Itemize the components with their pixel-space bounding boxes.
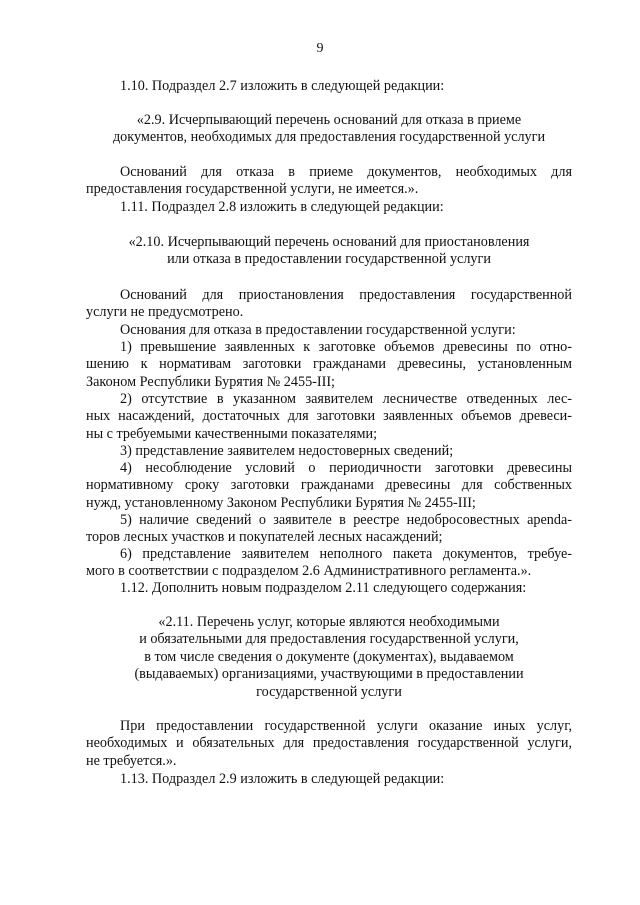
paragraph-1-12 [86, 580, 572, 597]
list-item-5 [86, 512, 572, 547]
text-line: ны с требуемыми качественными показателями; [86, 425, 378, 442]
heading-line: документов, необходимых для предоставления государственной услуги [112, 129, 546, 146]
heading-line: «2.10. Исчерпывающий перечень оснований для приостановления [128, 234, 530, 250]
text-line: нужд, установленному Законом Республики Бурятия № 2455-III; [86, 494, 476, 511]
text-line: не требуется.». [86, 752, 177, 769]
text-line: 1.10. Подраздел 2.7 изложить в следующей редакции: [120, 78, 445, 94]
heading-line: (выдаваемых) организациями, участвующими в предоставлении [134, 666, 524, 683]
text-line: услуги не предусмотрено. [86, 304, 244, 321]
text-line: 1.12. Дополнить новым подразделом 2.11 следующего содержания: [120, 580, 527, 596]
text-line: 1.11. Подраздел 2.8 изложить в следующей редакции: [120, 199, 444, 215]
text-line: Оснований для отказа в приеме документов, необходимых для [120, 164, 572, 180]
heading-line: «2.11. Перечень услуг, которые являются необходимыми [158, 614, 500, 630]
text-line: нормативному сроку заготовки гражданами древесины для собственных [86, 477, 572, 494]
text-line: 1) превышение заявленных к заготовке объемов древесины по отно- [120, 339, 572, 355]
paragraph-1-11 [86, 199, 572, 216]
paragraph-no-grounds-reception [86, 164, 572, 199]
text-line: необходимых и обязательных для предоставления государственной услуги, [86, 735, 572, 752]
text-line: 2) отсутствие в указанном заявителем лесничестве отведенных лес- [120, 391, 572, 407]
text-line: 6) представление заявителем неполного пакета документов, требуе- [120, 546, 572, 562]
heading-2-11 [86, 614, 572, 701]
heading-line: или отказа в предоставлении государственной услуги [167, 251, 491, 268]
text-line: Основания для отказа в предоставлении государственной услуги: [120, 322, 516, 338]
heading-line: и обязательными для предоставления государственной услуги, [139, 631, 519, 648]
text-line: шению к нормативам заготовки гражданами древесины, установленным [86, 356, 572, 373]
heading-line: в том числе сведения о документе (документах), выдаваемом [144, 648, 514, 665]
text-line: мого в соответствии с подразделом 2.6 Административного регламента.». [86, 563, 532, 580]
heading-line: «2.9. Исчерпывающий перечень оснований для отказа в приеме [136, 112, 522, 128]
heading-line: государственной услуги [256, 683, 402, 700]
paragraph-1-10 [86, 78, 572, 95]
text-line: торов лесных участков и покупателей лесных насаждений; [86, 529, 443, 546]
text-line: Оснований для приостановления предоставления государственной [120, 287, 572, 303]
list-item-2 [86, 391, 572, 443]
heading-2-9 [86, 112, 572, 147]
page-number: 9 [316, 41, 324, 56]
text-line: предоставления государственной услуги, не имеется.». [86, 181, 419, 198]
list-item-3 [86, 443, 572, 460]
text-line: 1.13. Подраздел 2.9 изложить в следующей редакции: [120, 771, 445, 787]
paragraph-1-13 [86, 771, 572, 788]
text-line: 3) представление заявителем недостоверных сведений; [120, 443, 454, 459]
text-line: ных насаждений, достаточных для заготовки заявленных объемов древеси- [86, 408, 572, 425]
paragraph-no-grounds-suspension [86, 287, 572, 322]
heading-2-10 [86, 234, 572, 269]
list-item-1 [86, 339, 572, 391]
paragraph-refusal-grounds [86, 322, 572, 339]
paragraph-no-other-services [86, 718, 572, 770]
text-line: При предоставлении государственной услуги оказание иных услуг, [120, 718, 572, 734]
list-item-6 [86, 546, 572, 581]
text-line: 5) наличие сведений о заявителе в реестре недобросовестных арenda- [120, 512, 572, 528]
list-item-4 [86, 460, 572, 512]
text-line: Законом Республики Бурятия № 2455-III; [86, 373, 336, 390]
text-line: 4) несоблюдение условий о периодичности заготовки древесины [120, 460, 572, 476]
